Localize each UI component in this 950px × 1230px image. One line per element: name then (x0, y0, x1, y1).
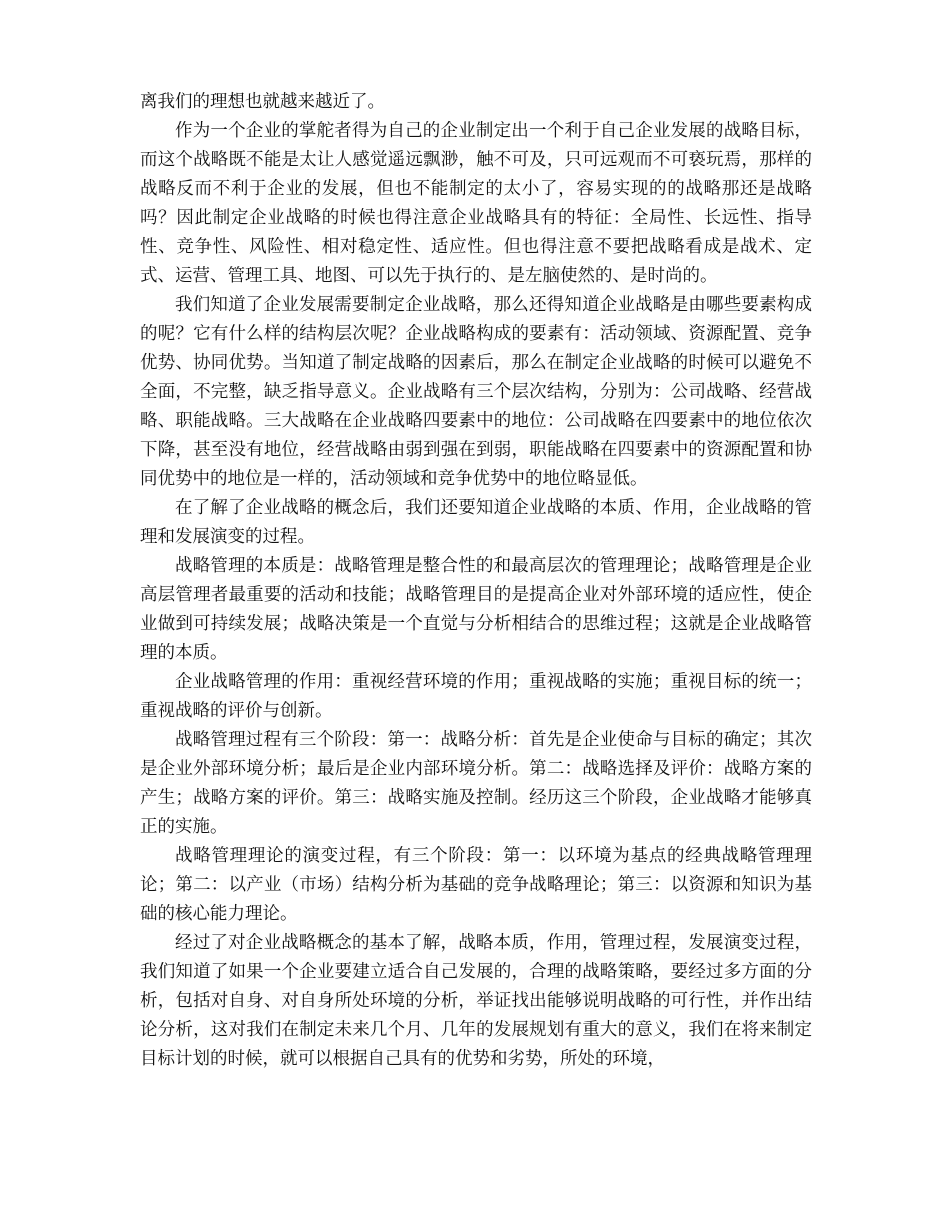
paragraph-strategy-process: 战略管理过程有三个阶段：第一：战略分析：首先是企业使命与目标的确定；其次是企业外部环境分析；最后是企业内部环境分析。第二：战略选择及评价：战略方案的产生；战略方案的评价。第三：战略实施及控制。经历这三个阶段，企业战略才能够真正的实施。 (140, 730, 812, 837)
paragraph-strategy-goal: 作为一个企业的掌舵者得为自己的企业制定出一个利于自己企业发展的战略目标，而这个战略既不能是太让人感觉遥远飘渺，触不可及，只可远观而不可亵玩焉，那样的战略反而不利于企业的发展，但也不能制定的太小了，容易实现的的战略那还是战略吗？因此制定企业战略的时候也得注意企业战略具有的特征：全局性、长远性、指导性、竞争性、风险性、相对稳定性、适应性。但也得注意不要把战略看成是战术、定式、运营、管理工具、地图、可以先于执行的、是左脑使然的、是时尚的。 (140, 121, 812, 286)
document-page (140, 88, 812, 1074)
paragraph-strategy-elements: 我们知道了企业发展需要制定企业战略，那么还得知道企业战略是由哪些要素构成的呢？它有什么样的结构层次呢？企业战略构成的要素有：活动领域、资源配置、竞争优势、协同优势。当知道了制定战略的因素后，那么在制定企业战略的时候可以避免不全面，不完整，缺乏指导意义。企业战略有三个层次结构，分别为：公司战略、经营战略、职能战略。三大战略在企业战略四要素中的地位：公司战略在四要素中的地位依次下降，甚至没有地位，经营战略由弱到强在到弱，职能战略在四要素中的资源配置和协同优势中的地位是一样的，活动领域和竞争优势中的地位略显低。 (140, 295, 812, 489)
paragraph-strategy-role: 企业战略管理的作用：重视经营环境的作用；重视战略的实施；重视目标的统一；重视战略的评价与创新。 (140, 672, 812, 721)
paragraph-strategy-essence: 战略管理的本质是：战略管理是整合性的和最高层次的管理理论；战略管理是企业高层管理者最重要的活动和技能；战略管理目的是提高企业对外部环境的适应性，使企业做到可持续发展；战略决策是一个直觉与分析相结合的思维过程；这就是企业战略管理的本质。 (140, 556, 812, 663)
paragraph-conclusion: 经过了对企业战略概念的基本了解，战略本质，作用，管理过程，发展演变过程，我们知道了如果一个企业要建立适合自己发展的，合理的战略策略，要经过多方面的分析，包括对自身、对自身所处环境的分析，举证找出能够说明战略的可行性，并作出结论分析，这对我们在制定未来几个月、几年的发展规划有重大的意义，我们在将来制定目标计划的时候，就可以根据自己具有的优势和劣势，所处的环境， (140, 933, 812, 1069)
paragraph-continuation: 离我们的理想也就越来越近了。 (140, 92, 385, 112)
paragraph-strategy-evolution: 战略管理理论的演变过程，有三个阶段：第一：以环境为基点的经典战略管理理论；第二：以产业（市场）结构分析为基础的竞争战略理论；第三：以资源和知识为基础的核心能力理论。 (140, 846, 812, 924)
paragraph-strategy-concept: 在了解了企业战略的概念后，我们还要知道企业战略的本质、作用，企业战略的管理和发展演变的过程。 (140, 498, 812, 547)
